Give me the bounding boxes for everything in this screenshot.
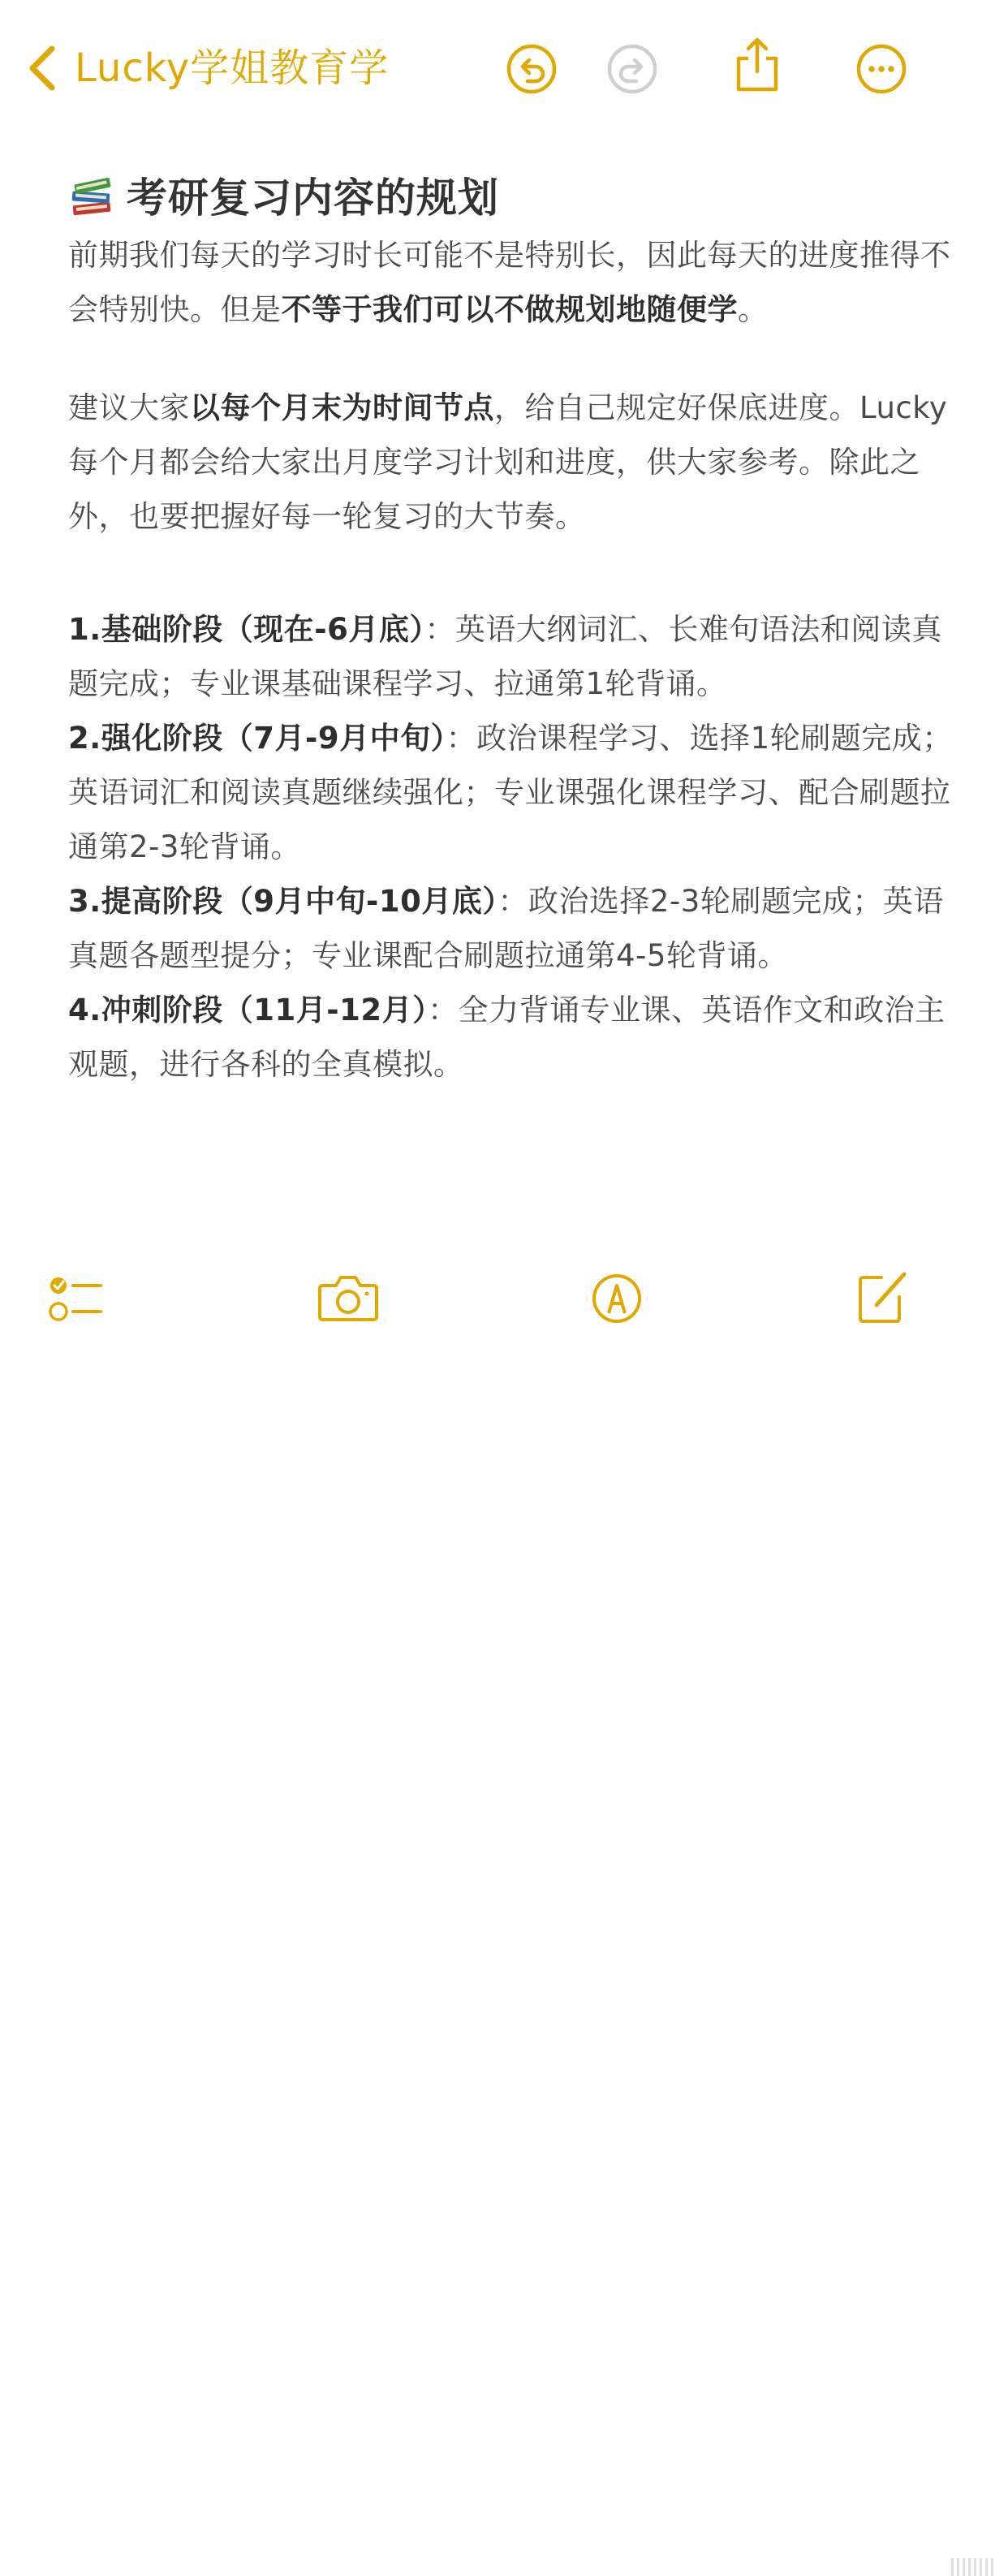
stage-item [68,602,953,711]
camera-icon[interactable] [317,1273,380,1323]
stage-text: ：全力背诵专业课、英语作文和政治主观题，进行各科的全真模拟。 [68,993,946,1082]
spacer [68,337,953,381]
redo-icon[interactable] [605,42,659,96]
spacer [68,544,953,602]
suggestion-text: 建议大家 [68,390,190,425]
back-button[interactable] [24,42,389,94]
intro-end: 。 [738,292,769,327]
suggestion-bold: 以每个月末为时间节点 [190,390,494,425]
note-content[interactable] [68,166,953,1092]
paragraph-suggestion [68,381,953,544]
compose-icon[interactable] [857,1268,909,1325]
stage-title: 2.强化阶段（7月-9月中旬） [68,721,446,756]
markup-icon[interactable] [591,1273,643,1325]
stage-title: 3.提高阶段（9月中旬-10月底） [68,884,498,919]
stage-item [68,983,953,1092]
chevron-left-icon [24,42,60,94]
paragraph-intro [68,228,953,337]
title-text: 考研复习内容的规划 [127,174,499,222]
undo-icon[interactable] [505,42,558,96]
stage-title: 1.基础阶段（现在-6月底） [68,612,425,647]
stage-item [68,711,953,874]
stage-text: ：政治选择2-3轮刷题完成；英语真题各题型提分；专业课配合刷题拉通第4-5轮背诵。 [68,884,944,973]
intro-bold: 不等于我们可以不做规划地随便学 [281,292,738,327]
checklist-icon[interactable] [47,1273,104,1326]
intro-text: 前期我们每天的学习时长可能不是特别长，因此每天的进度推得不会特别快。但是 [68,238,951,327]
more-icon[interactable] [855,42,908,96]
note-title [68,166,953,223]
suggestion-rest: ，给自己规定好保底进度。Lucky每个月都会给大家出月度学习计划和进度，供大家参考。除此之外，也要把握好每一轮复习的大节奏。 [68,390,948,534]
stage-text: ：英语大纲词汇、长难句语法和阅读真题完成；专业课基础课程学习、拉通第1轮背诵。 [68,612,942,701]
bottom-toolbar [0,1250,1008,1347]
watermark-bars [951,2558,993,2576]
top-bar [0,0,1008,138]
stage-text: ：政治课程学习、选择1轮刷题完成；英语词汇和阅读真题继续强化；专业课强化课程学习、配合刷题拉通第2-3轮背诵。 [68,721,953,864]
back-label: Lucky学姐教育学 [75,45,390,91]
stage-title: 4.冲刺阶段（11月-12月） [68,993,429,1027]
stage-item [68,874,953,983]
share-icon[interactable] [730,36,784,94]
books-icon [68,171,115,218]
